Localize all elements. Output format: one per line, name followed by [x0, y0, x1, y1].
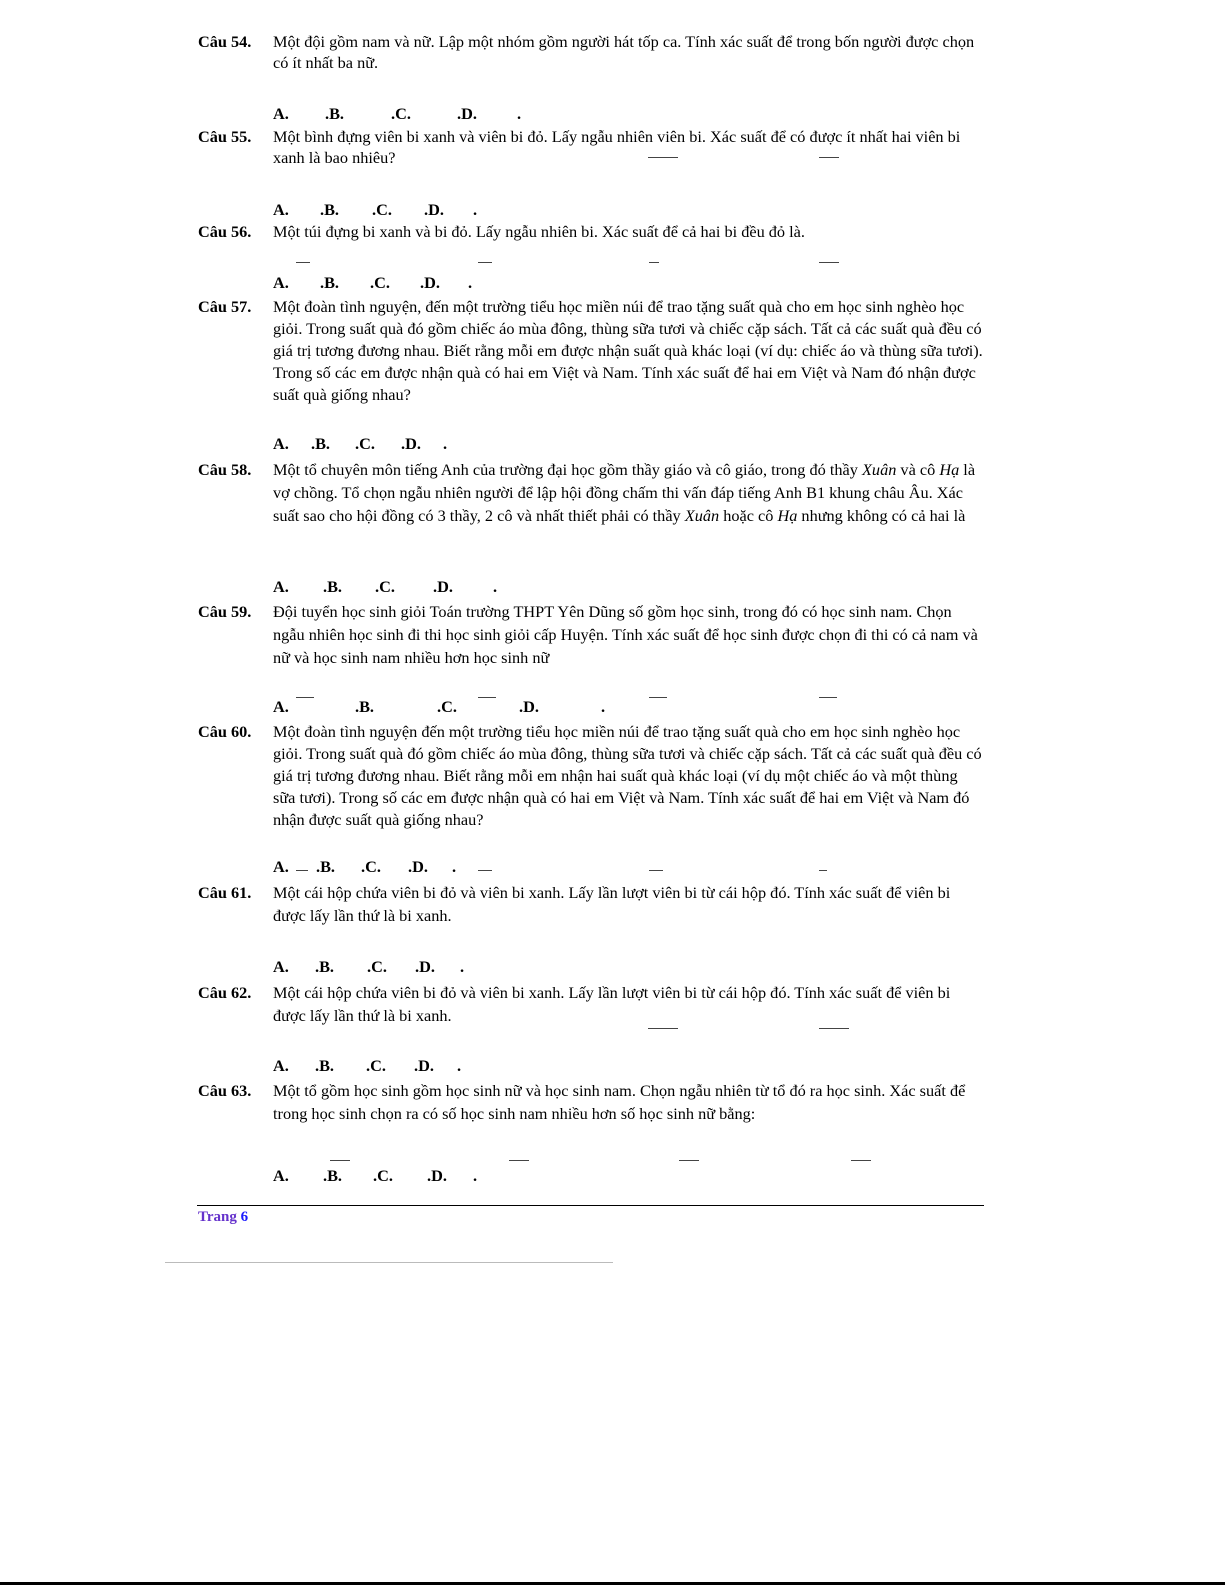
fraction-bar — [478, 262, 492, 263]
page-footer — [198, 1209, 248, 1226]
option-c[interactable]: .C. — [355, 434, 375, 453]
option-a[interactable]: A. — [273, 1056, 289, 1075]
answer-options-60 — [273, 857, 456, 877]
fraction-bar — [330, 1160, 350, 1161]
question-61 — [198, 881, 984, 927]
option-d[interactable]: .D. — [424, 200, 444, 219]
question-number: Câu 59. — [198, 602, 252, 621]
option-d[interactable]: .D. — [401, 434, 421, 453]
fraction-bar — [851, 1160, 871, 1161]
question-63 — [198, 1079, 984, 1125]
option-d[interactable]: .D. — [519, 697, 539, 716]
question-text: Một tổ gồm học sinh gồm học sinh nữ và học sinh nam. Chọn ngẫu nhiên từ tổ đó ra học sinh. Xác suất để trong học sinh chọn ra có số học sinh nam nhiều hơn số học sinh nữ bằng: — [273, 1081, 966, 1123]
fraction-bar — [649, 697, 667, 698]
question-60 — [198, 721, 984, 831]
fraction-bar — [296, 262, 310, 263]
option-d[interactable]: .D. — [415, 957, 435, 976]
question-56 — [198, 221, 984, 242]
question-55 — [198, 126, 984, 168]
question-text: Một cái hộp chứa viên bi đỏ và viên bi xanh. Lấy lần lượt viên bi từ cái hộp đó. Tính xác suất để viên bi được lấy lần thứ là bi xanh. — [273, 983, 951, 1025]
answer-options-55 — [273, 200, 477, 220]
answer-options-57 — [273, 434, 447, 454]
option-c[interactable]: .C. — [373, 1166, 393, 1185]
option-c[interactable]: .C. — [370, 273, 390, 292]
fraction-bar — [649, 262, 659, 263]
footer-label: Trang — [198, 1209, 237, 1225]
answer-options-58 — [273, 577, 497, 597]
fraction-bar — [648, 1028, 678, 1029]
option-end: . — [517, 104, 522, 123]
option-b[interactable]: .B. — [320, 273, 340, 292]
fraction-bar — [478, 870, 492, 871]
option-c[interactable]: .C. — [391, 104, 411, 123]
question-number: Câu 61. — [198, 883, 252, 902]
option-b[interactable]: .B. — [315, 957, 335, 976]
question-text: Đội tuyển học sinh giỏi Toán trường THPT Yên Dũng số gồm học sinh, trong đó có học sinh nam. Chọn ngẫu nhiên học sinh đi thi học sinh giỏi cấp Huyện. Tính xác suất để học sinh được chọn đi thi có cả nam và nữ và học sinh nam nhiều hơn học sinh nữ — [273, 602, 978, 667]
answer-options-56 — [273, 273, 472, 293]
question-text: Một cái hộp chứa viên bi đỏ và viên bi xanh. Lấy lần lượt viên bi từ cái hộp đó. Tính xác suất để viên bi được lấy lần thứ là bi xanh. — [273, 883, 951, 925]
question-number: Câu 58. — [198, 460, 252, 479]
option-end: . — [493, 577, 498, 596]
option-a[interactable]: A. — [273, 200, 289, 219]
fraction-bar — [819, 870, 827, 871]
page-number: 6 — [240, 1209, 249, 1225]
footer-divider — [197, 1205, 984, 1206]
fraction-bar — [679, 1160, 699, 1161]
fraction-bar — [648, 157, 678, 158]
option-a[interactable]: A. — [273, 957, 289, 976]
option-c[interactable]: .C. — [375, 577, 395, 596]
question-62 — [198, 981, 984, 1027]
question-58 — [198, 458, 984, 527]
answer-options-63 — [273, 1166, 477, 1186]
question-text: Một túi đựng bi xanh và bi đỏ. Lấy ngẫu nhiên bi. Xác suất để cả hai bi đều đỏ là. — [273, 222, 805, 241]
option-b[interactable]: .B. — [355, 697, 375, 716]
fraction-bar — [649, 870, 663, 871]
option-d[interactable]: .D. — [427, 1166, 447, 1185]
answer-options-62 — [273, 1056, 461, 1076]
option-c[interactable]: .C. — [361, 857, 381, 876]
option-b[interactable]: .B. — [323, 577, 343, 596]
fraction-bar — [819, 262, 839, 263]
option-b[interactable]: .B. — [325, 104, 345, 123]
question-text: Một bình đựng viên bi xanh và viên bi đỏ. Lấy ngẫu nhiên viên bi. Xác suất để có được ít nhất hai viên bi xanh là bao nhiêu? — [273, 127, 961, 167]
option-end: . — [601, 697, 606, 716]
option-d[interactable]: .D. — [457, 104, 477, 123]
question-text: Một đoàn tình nguyện, đến một trường tiểu học miền núi để trao tặng suất quà cho em học sinh nghèo học giỏi. Trong suất quà đó gồm chiếc áo mùa đông, thùng sữa tươi và chiếc cặp sách. Tất cả các suất quà đều có giá trị tương đương nhau. Biết rằng mỗi em được nhận suất quà khác loại (ví dụ: chiếc áo và thùng sữa tươi). Trong số các em được nhận quà có hai em Việt và Nam. Tính xác suất để hai em Việt và Nam đó nhận được suất quà giống nhau? — [273, 297, 983, 404]
question-number: Câu 60. — [198, 722, 252, 741]
option-a[interactable]: A. — [273, 434, 289, 453]
option-a[interactable]: A. — [273, 1166, 289, 1185]
option-d[interactable]: .D. — [420, 273, 440, 292]
fraction-bar — [509, 1160, 529, 1161]
option-end: . — [473, 200, 478, 219]
question-number: Câu 56. — [198, 222, 252, 241]
fraction-bar — [819, 157, 839, 158]
question-text: Một đoàn tình nguyện đến một trường tiểu học miền núi để trao tặng suất quà cho em học sinh nghèo học giỏi. Trong suất quà đó gồm chiếc áo mùa đông, thùng sữa tươi và chiếc cặp sách. Tất cả các suất quà đều có giá trị tương đương nhau. Biết rằng mỗi em nhận hai suất quà khác loại (ví dụ một chiếc áo và một thùng sữa tươi). Trong số các em được nhận quà có hai em Việt và Nam. Tính xác suất để hai em Việt và Nam đó nhận được suất quà giống nhau? — [273, 722, 982, 829]
option-b[interactable]: .B. — [311, 434, 331, 453]
option-b[interactable]: .B. — [315, 1056, 335, 1075]
option-end: . — [468, 273, 473, 292]
question-text: Một đội gồm nam và nữ. Lập một nhóm gồm người hát tốp ca. Tính xác suất để trong bốn người được chọn có ít nhất ba nữ. — [273, 32, 975, 72]
option-d[interactable]: .D. — [414, 1056, 434, 1075]
question-57 — [198, 296, 984, 406]
footnote-rule — [165, 1262, 613, 1263]
question-59 — [198, 600, 984, 669]
option-a[interactable]: A. — [273, 577, 289, 596]
option-a[interactable]: A. — [273, 273, 289, 292]
option-b[interactable]: .B. — [320, 200, 340, 219]
option-c[interactable]: .C. — [367, 957, 387, 976]
question-number: Câu 62. — [198, 983, 252, 1002]
option-d[interactable]: .D. — [408, 857, 428, 876]
option-end: . — [473, 1166, 478, 1185]
answer-options-61 — [273, 957, 464, 977]
option-end: . — [460, 957, 465, 976]
answer-options-59 — [273, 697, 605, 717]
option-a[interactable]: A. — [273, 697, 289, 716]
option-end: . — [452, 857, 457, 876]
question-54 — [198, 31, 984, 73]
option-b[interactable]: .B. — [323, 1166, 343, 1185]
option-d[interactable]: .D. — [433, 577, 453, 596]
question-number: Câu 55. — [198, 127, 252, 146]
option-a[interactable]: A. — [273, 104, 289, 123]
question-number: Câu 63. — [198, 1081, 252, 1100]
option-c[interactable]: .C. — [366, 1056, 386, 1075]
answer-options-54 — [273, 104, 521, 124]
option-c[interactable]: .C. — [372, 200, 392, 219]
option-end: . — [457, 1056, 462, 1075]
option-a[interactable]: A. — [273, 857, 289, 876]
fraction-bar — [819, 697, 837, 698]
question-text: Một tổ chuyên môn tiếng Anh của trường đại học gồm thầy giáo và cô giáo, trong đó thầy Xuân và cô Hạ là vợ chồng. Tổ chọn ngẫu nhiên người để lập hội đồng chấm thi vấn đáp tiếng Anh B1 khung châu Âu. Xác suất sao cho hội đồng có 3 thầy, 2 cô và nhất thiết phải có thầy Xuân hoặc cô Hạ nhưng không có cả hai là — [273, 460, 976, 525]
option-end: . — [443, 434, 448, 453]
option-b[interactable]: .B. — [316, 857, 336, 876]
question-number: Câu 54. — [198, 32, 252, 51]
fraction-bar — [819, 1028, 849, 1029]
option-c[interactable]: .C. — [437, 697, 457, 716]
question-number: Câu 57. — [198, 297, 252, 316]
